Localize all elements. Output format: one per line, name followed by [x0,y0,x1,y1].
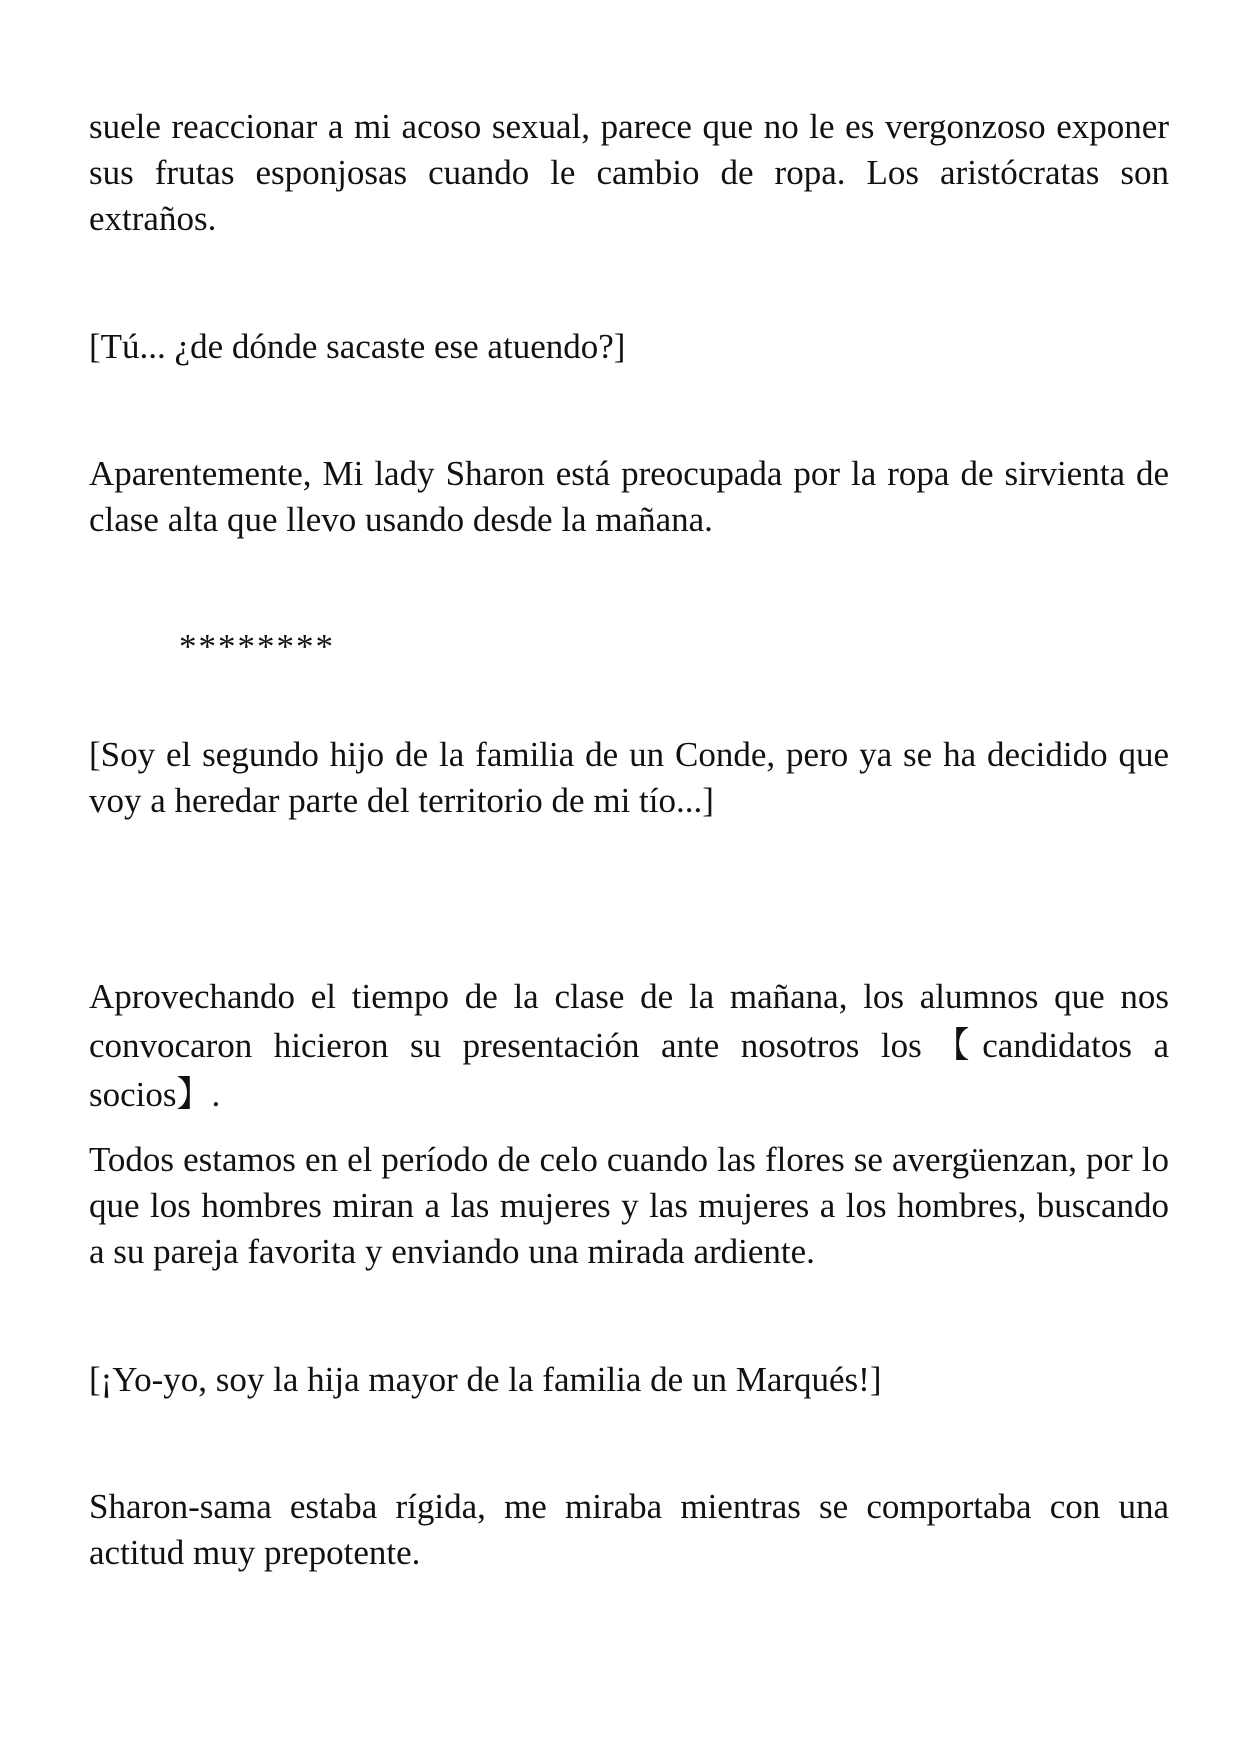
paragraph-6: Todos estamos en el período de celo cuando las flores se avergüenzan, por lo que los hombres miran a las mujeres y las mujeres a los hombres, buscando a su pareja favorita y enviando una mirada ardiente. [89,1140,1169,1271]
paragraph-7-dialogue: [¡Yo-yo, soy la hija mayor de la familia de un Marqués!] [89,1360,882,1399]
scene-separator: ******** [179,627,335,666]
paragraph-5: Aprovechando el tiempo de la clase de la mañana, los alumnos que nos convocaron hicieron su presentación ante nosotros los【candidatos a socios】. [89,977,1169,1114]
paragraph-8: Sharon-sama estaba rígida, me miraba mientras se comportaba con una actitud muy prepotente. [89,1487,1169,1572]
paragraph-2-dialogue: [Tú... ¿de dónde sacaste ese atuendo?] [89,327,626,366]
paragraph-1: suele reaccionar a mi acoso sexual, parece que no le es vergonzoso exponer sus frutas esponjosas cuando le cambio de ropa. Los aristócratas son extraños. [89,107,1169,238]
paragraph-4-dialogue: [Soy el segundo hijo de la familia de un Conde, pero ya se ha decidido que voy a heredar parte del territorio de mi tío...] [89,735,1169,820]
paragraph-3: Aparentemente, Mi lady Sharon está preocupada por la ropa de sirvienta de clase alta que llevo usando desde la mañana. [89,454,1169,539]
